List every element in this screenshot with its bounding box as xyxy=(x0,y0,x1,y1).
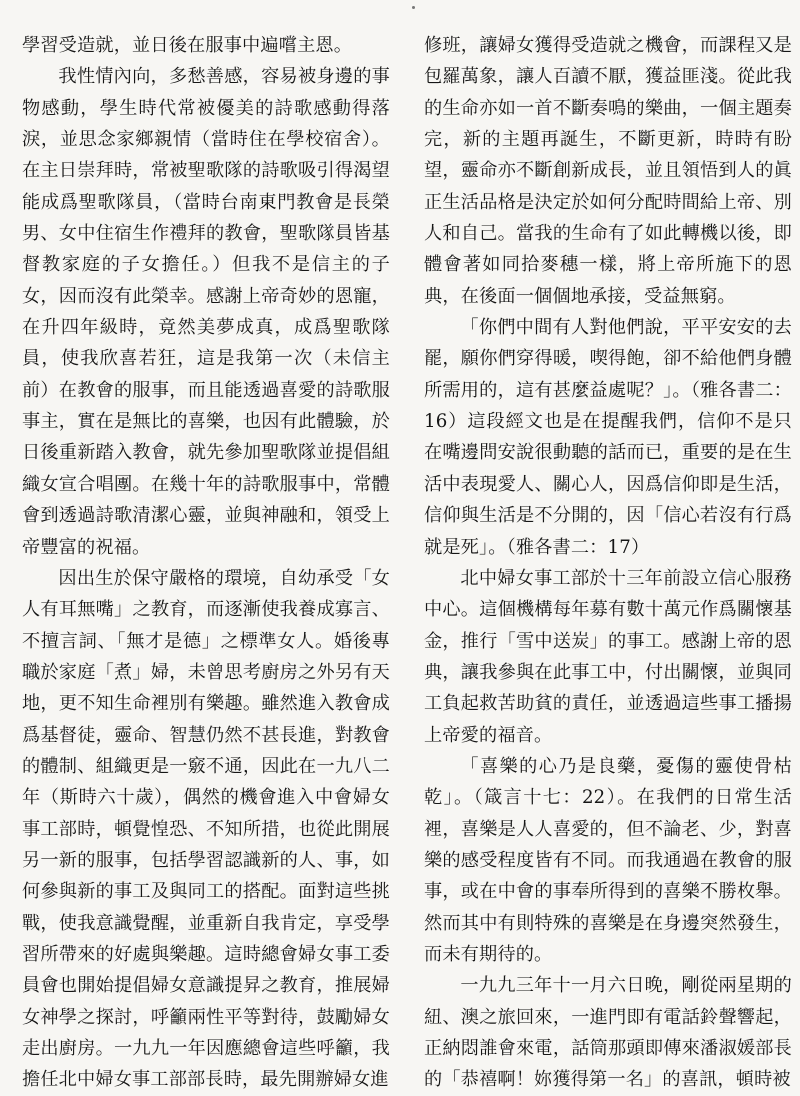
scan-speck xyxy=(412,6,415,9)
paragraph-service-center: 北中婦女事工部於十三年前設立信心服務中心。這個機構每年募有數十萬元作爲關懷基金，推行「雪中送炭」的事工。感謝上帝的恩典，讓我參與在此事工中，付出關懷，並與同工負起救苦助貧的責任，並透過這些事工播揚上帝愛的福音。 xyxy=(424,567,792,746)
right-text-column xyxy=(424,30,792,1096)
paragraph-continuation: 學習受造就，並日後在服事中遍嚐主恩。 xyxy=(22,35,353,56)
paragraph-continuation-right: 修班，讓婦女獲得受造就之機會，而課程又是包羅萬象，讓人百讀不厭，獲益匪淺。從此我的生命亦如一首不斷奏鳴的樂曲，一個主題奏完，新的主題再誕生，不斷更新，時時有盼望，靈命亦不斷創新成長，並且領悟到人的眞正生活品格是決定於如何分配時間給上帝、別人和自己。當我的生命有了如此轉機以後，即體會著如同拾麥穗一樣，將上帝所施下的恩典，在後面一個個地承接，受益無窮。 xyxy=(424,35,792,307)
paragraph-women-ministry: 因出生於保守嚴格的環境，自幼承受「女人有耳無嘴」之教育，而逐漸使我養成寡言、不擅言詞、「無才是德」之標準女人。婚後專職於家庭「煮」婦，未曾思考廚房之外另有天地，更不知生命裡別有樂趣。雖然進入教會成爲基督徒，靈命、智慧仍然不甚長進，對教會的體制、組織更是一竅不通，因此在一九八二年（斯時六十歲），偶然的機會進入中會婦女事工部時，頓覺惶恐、不知所措，也從此開展另一新的服事，包括學習認識新的人、事，如何參與新的事工及與同工的搭配。面對這些挑戰，使我意識覺醒，並重新自我肯定，享受學習所帶來的好處與樂趣。這時總會婦女事工委員會也開始提倡婦女意識提昇之教育，推展婦女神學之探討，呼籲兩性平等對待，鼓勵婦女走出廚房。一九九一年因應總會這些呼籲，我擔任北中婦女事工部部長時，最先開辦婦女進 xyxy=(22,567,390,1091)
left-text-column xyxy=(22,30,390,1096)
paragraph-proverbs-joy: 「喜樂的心乃是良藥，憂傷的靈使骨枯乾」。（箴言十七：22）。在我們的日常生活裡，喜樂是人人喜愛的，但不論老、少，對喜樂的感受程度皆有不同。而我通過在教會的服事，或在中會的事奉所得到的喜樂不勝枚舉。然而其中有則特殊的喜樂是在身邊突然發生，而未有期待的。 xyxy=(424,755,792,965)
paragraph-poetry-service: 我性情內向，多愁善感，容易被身邊的事物感動，學生時代常被優美的詩歌感動得落淚，並思念家鄉親情（當時住在學校宿舍）。在主日崇拜時，常被聖歌隊的詩歌吸引得渴望能成爲聖歌隊員，（當時台南東門教會是長榮男、女中住宿生作禮拜的教會，聖歌隊員皆基督教家庭的子女擔任。）但我不是信主的子女，因而沒有此榮幸。感謝上帝奇妙的恩寵，在升四年級時，竟然美夢成真，成爲聖歌隊員，使我欣喜若狂，這是我第一次（未信主前）在教會的服事，而且能透過喜愛的詩歌服事主，實在是無比的喜樂，也因有此體驗，於日後重新踏入教會，就先參加聖歌隊並提倡組織女宣合唱團。在幾十年的詩歌服事中，常體會到透過詩歌清潔心靈，並與神融和，領受上帝豐富的祝福。 xyxy=(22,66,390,558)
paragraph-james-quote: 「你們中間有人對他們說，平平安安的去罷，願你們穿得暖，喫得飽，卻不給他們身體所需用的，這有甚麼益處呢？」。（雅各書二：16）這段經文也是在提醒我們，信仰不是只在嘴邊問安說很動聽的話而已，重要的是在生活中表現愛人、關心人，因爲信仰即是生活，信仰與生活是不分開的，因「信心若沒有行爲就是死」。（雅各書二：17） xyxy=(424,317,792,558)
paragraph-award-news: 一九九三年十一月六日晚，剛從兩星期的紐、澳之旅回來，一進門即有電話鈴聲響起，正納悶誰會來電，話筒那頭即傳來潘淑媛部長的「恭禧啊！妳獲得第一名」的喜訊，頓時被 xyxy=(424,975,792,1091)
